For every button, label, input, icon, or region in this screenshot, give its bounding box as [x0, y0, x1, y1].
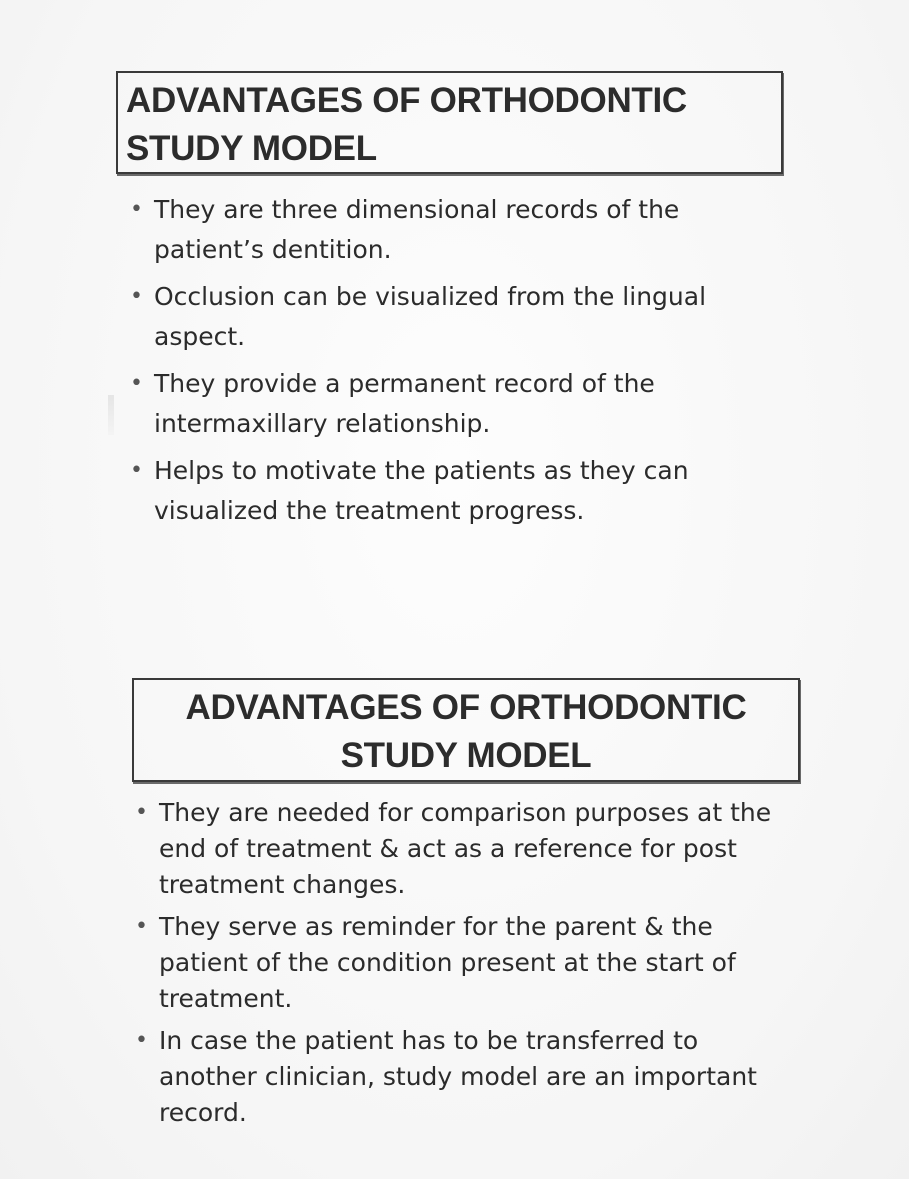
bullet-icon: • — [135, 914, 148, 939]
slide-2-bullet-3-text: In case the patient has to be transferred to another clinician, study model are an important record. — [159, 1026, 757, 1127]
slide-1-bullet-4 — [128, 451, 768, 531]
slide-1-bullet-1 — [128, 190, 768, 270]
slide-2-title-box — [132, 678, 800, 782]
slide-1-bullet-list — [128, 190, 768, 538]
slide-2-title-line-2: STUDY MODEL — [340, 736, 592, 775]
slide-1-bullet-4-text: Helps to motivate the patients as they can visualized the treatment progress. — [154, 456, 689, 525]
bullet-icon: • — [135, 1028, 148, 1053]
slide-1-bullet-2 — [128, 277, 768, 357]
slide-2-bullet-list — [133, 795, 793, 1137]
slide-1-title-line-2: STUDY MODEL — [126, 129, 377, 168]
bullet-icon: • — [130, 197, 143, 222]
slide-2-title-line-1: ADVANTAGES OF ORTHODONTIC — [185, 688, 747, 727]
slide-2-bullet-1-text: They are needed for comparison purposes at the end of treatment & act as a reference for post treatment changes. — [159, 798, 772, 899]
slide-2-bullet-1 — [133, 795, 793, 903]
slide-1-title-box — [116, 71, 783, 174]
slide-1-title-line-1: ADVANTAGES OF ORTHODONTIC — [126, 81, 687, 120]
slide-1-bullet-1-text: They are three dimensional records of the patient’s dentition. — [154, 195, 680, 264]
slide-2-bullet-3 — [133, 1023, 793, 1131]
scan-artifact — [108, 395, 114, 435]
slide-1-bullet-2-text: Occlusion can be visualized from the lingual aspect. — [154, 282, 707, 351]
slide-2-bullet-2 — [133, 909, 793, 1017]
bullet-icon: • — [130, 458, 143, 483]
slide-1-title — [126, 77, 687, 173]
slide-2-bullet-2-text: They serve as reminder for the parent & the patient of the condition present at the start of treatment. — [159, 912, 736, 1013]
slide-2-title — [134, 684, 798, 780]
slide-1-bullet-3-text: They provide a permanent record of the intermaxillary relationship. — [154, 369, 655, 438]
bullet-icon: • — [130, 284, 143, 309]
slide-1-bullet-3 — [128, 364, 768, 444]
bullet-icon: • — [135, 800, 148, 825]
bullet-icon: • — [130, 371, 143, 396]
